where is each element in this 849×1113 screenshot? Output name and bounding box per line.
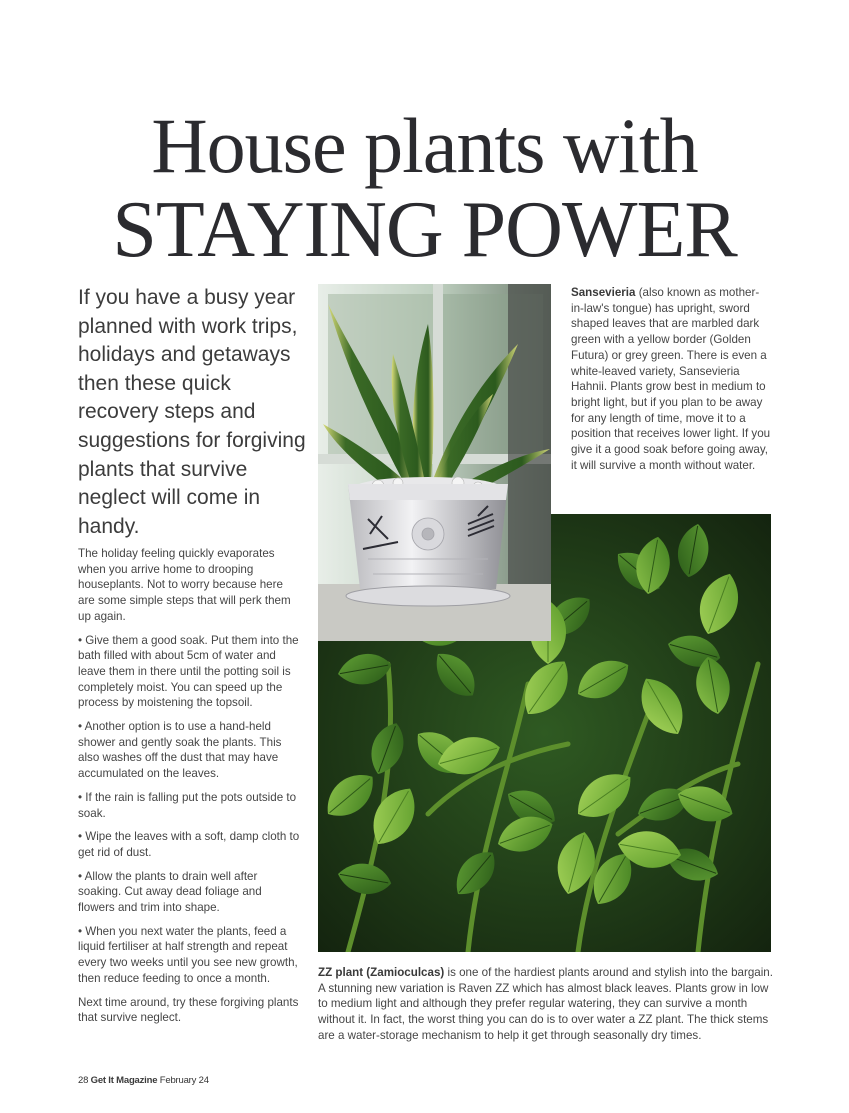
page-number: 28 [78, 1075, 89, 1086]
issue-date: February 24 [159, 1075, 209, 1086]
tip-wipe-leaves: • Wipe the leaves with a soft, damp cloth to get rid of dust. [78, 830, 300, 859]
sansevieria-photo [318, 284, 551, 641]
intro-paragraph: If you have a busy year planned with work trips, holidays and getaways then these quick recovery steps and suggestions for forgiving plants that survive neglect will come in handy. [78, 286, 306, 538]
tip-rain: • If the rain is falling put the pots outside to soak. [78, 790, 297, 820]
closing-paragraph: Next time around, try these forgiving plants that survive neglect. [78, 995, 299, 1025]
zz-plant-description [318, 965, 773, 1044]
sansevieria-text: (also known as mother-in-law's tongue) has upright, sword shaped leaves that are marbled dark green with a yellow border (Golden Futura) or grey green. There is even a white-leaved variety, Sansevieria Hahnii. Plants grow best in medium to bright light, but if you plan to be away for any length of time, move it to a position that receives lower light. If you give it a good soak before going away, it will survive a month without water. [571, 286, 771, 472]
left-column [78, 546, 300, 1034]
tip-drain: • Allow the plants to drain well after soaking. Cut away dead foliage and flowers and trim into shape. [78, 869, 262, 915]
zz-plant-name: ZZ plant (Zamioculcas) [318, 966, 445, 979]
sansevieria-description [571, 285, 771, 473]
headline-line-2: STAYING POWER [112, 186, 737, 274]
page-folio [78, 1075, 209, 1086]
magazine-name: Get It Magazine [90, 1075, 158, 1086]
tip-hand-held-shower: • Another option is to use a hand-held shower and gently soak the plants. This also washes off the dust that may have accumulated on the leaves. [78, 720, 282, 781]
body-paragraph: The holiday feeling quickly evaporates when you arrive home to drooping houseplants. Not to worry because here are some simple steps that will perk them up again. [78, 547, 291, 623]
sansevieria-name: Sansevieria [571, 286, 636, 299]
headline-line-1: House plants with [151, 102, 698, 189]
tip-give-soak: • Give them a good soak. Put them into the bath filled with about 5cm of water and leave them in there until the potting soil is completely moist. You can speed up the process by moistening the topsoil. [78, 633, 299, 710]
tip-fertiliser: • When you next water the plants, feed a liquid fertiliser at half strength and repeat every two weeks until you see new growth, then reduce feeding to once a month. [78, 924, 298, 985]
zz-plant-text: is one of the hardiest plants around and stylish into the bargain. A stunning new variation is Raven ZZ which has almost black leaves. Plants grow in low to medium light and although they prefer regular watering, they can survive a month without it. In fact, the worst thing you can do is to over water a ZZ plant. The thick stems are a water-storage mechanism to help it get through seasonally dry times. [318, 966, 773, 1042]
headline [0, 104, 849, 272]
